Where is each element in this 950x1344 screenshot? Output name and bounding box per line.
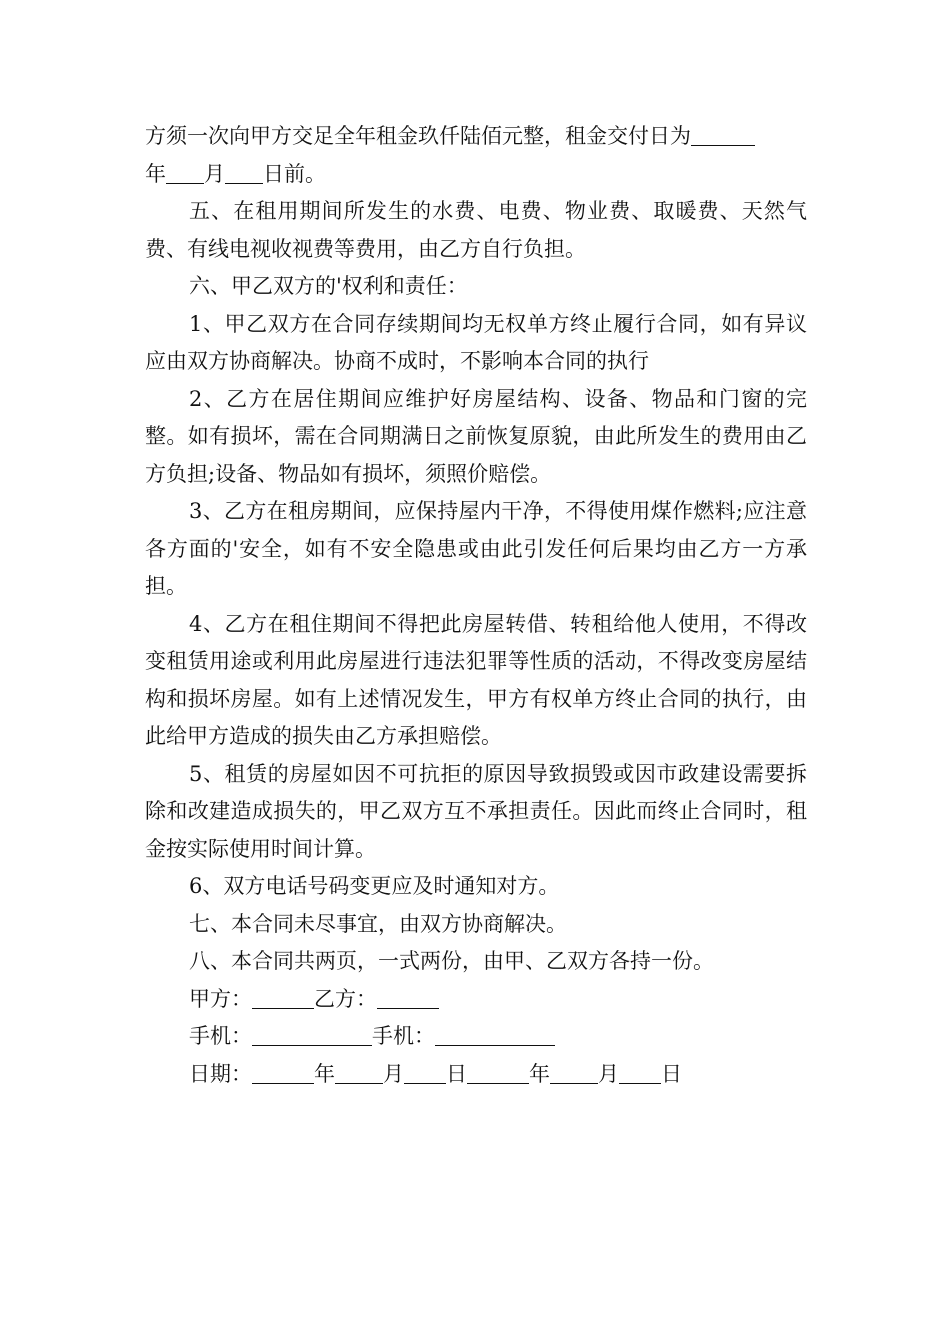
- date-b-year-label: 年: [529, 1061, 550, 1086]
- blank-date-b-day: [619, 1062, 661, 1084]
- date-a-year-label: 年: [314, 1061, 335, 1086]
- rent-year-label: 年: [145, 161, 166, 186]
- date-b-month-label: 月: [598, 1061, 619, 1086]
- paragraph-clause-6: 六、甲乙双方的'权利和责任：: [189, 274, 468, 298]
- party-b-label: 乙方：: [314, 986, 377, 1011]
- blank-party-b: [377, 987, 439, 1009]
- signature-dates-line: [145, 1056, 807, 1094]
- blank-date-a-day: [404, 1062, 446, 1084]
- paragraph-clause-6-3: 3、乙方在租房期间，应保持屋内干净，不得使用煤作燃料;应注意各方面的'安全，如有不安全隐患或由此引发任何后果均由乙方一方承担。: [145, 499, 807, 598]
- signature-phones-line: [145, 1018, 807, 1056]
- paragraph-clause-6-5: 5、租赁的房屋如因不可抗拒的原因导致损毁或因市政建设需要拆除和改建造成损失的，甲乙双方互不承担责任。因此而终止合同时，租金按实际使用时间计算。: [145, 761, 807, 861]
- date-b-day-label: 日: [661, 1061, 682, 1086]
- document-body: [145, 118, 807, 1093]
- phone-b-label: 手机：: [372, 1024, 435, 1048]
- paragraph-clause-5: 五、在租用期间所发生的水费、电费、物业费、取暖费、天然气费、有线电视收视费等费用，由乙方自行负担。: [145, 199, 807, 261]
- phone-a-label: 手机：: [189, 1024, 252, 1048]
- blank-pay-month: [166, 162, 204, 184]
- rent-day-label: 日前。: [263, 161, 326, 186]
- date-a-day-label: 日: [446, 1061, 467, 1086]
- signature-parties-line: [145, 981, 807, 1019]
- blank-pay-year: [691, 124, 755, 146]
- blank-date-a-month: [335, 1062, 383, 1084]
- blank-pay-day: [225, 162, 263, 184]
- paragraph-rent-payment: [145, 118, 807, 193]
- rent-payment-text: 方须一次向甲方交足全年租金玖仟陆佰元整，租金交付日为: [145, 124, 691, 148]
- date-label: 日期：: [189, 1061, 252, 1086]
- paragraph-clause-8: 八、本合同共两页，一式两份，由甲、乙双方各持一份。: [189, 949, 714, 973]
- paragraph-clause-6-1: 1、甲乙双方在合同存续期间均无权单方终止履行合同，如有异议应由双方协商解决。协商不成时，不影响本合同的执行: [145, 311, 807, 373]
- paragraph-clause-6-4: 4、乙方在租住期间不得把此房屋转借、转租给他人使用，不得改变租赁用途或利用此房屋进行违法犯罪等性质的活动，不得改变房屋结构和损坏房屋。如有上述情况发生，甲方有权单方终止合同的执行，由此给甲方造成的损失由乙方承担赔偿。: [145, 611, 807, 748]
- paragraph-clause-6-2: 2、乙方在居住期间应维护好房屋结构、设备、物品和门窗的完整。如有损坏，需在合同期满日之前恢复原貌，由此所发生的费用由乙方负担;设备、物品如有损坏，须照价赔偿。: [145, 386, 807, 486]
- rent-month-label: 月: [204, 161, 225, 186]
- paragraph-clause-6-6: 6、双方电话号码变更应及时通知对方。: [189, 874, 560, 898]
- blank-phone-b: [435, 1024, 555, 1046]
- date-a-month-label: 月: [383, 1061, 404, 1086]
- blank-date-a-year: [252, 1062, 314, 1084]
- blank-party-a: [252, 987, 314, 1009]
- blank-date-b-year: [467, 1062, 529, 1084]
- party-a-label: 甲方：: [189, 986, 252, 1011]
- blank-date-b-month: [550, 1062, 598, 1084]
- blank-phone-a: [252, 1024, 372, 1046]
- paragraph-clause-7: 七、本合同未尽事宜，由双方协商解决。: [189, 911, 567, 936]
